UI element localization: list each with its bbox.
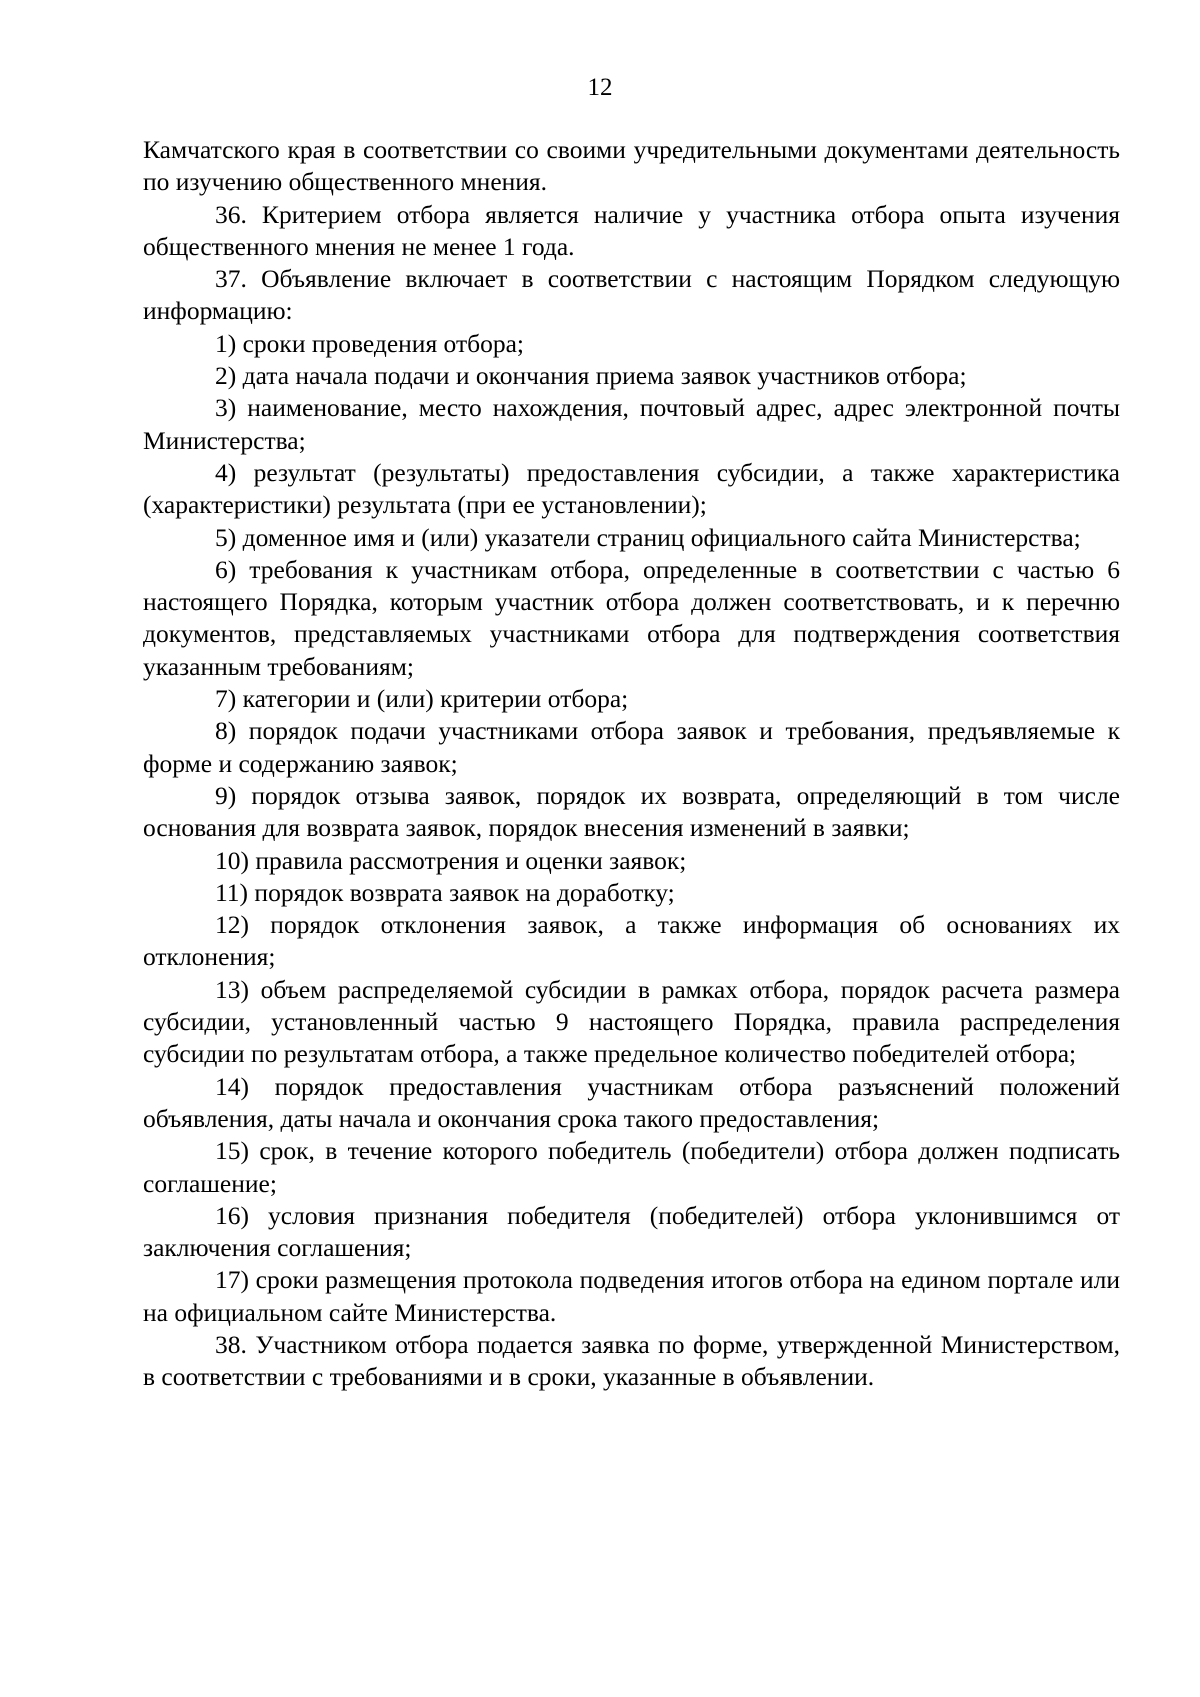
list-item-11: 11) порядок возврата заявок на доработку; <box>215 877 675 907</box>
paragraph-38: 38. Участником отбора подается заявка по форме, утвержденной Министерством, в соответствии с требованиями и в сроки, указанные в объявлении. <box>143 1329 1120 1392</box>
list-item-9: 9) порядок отзыва заявок, порядок их возврата, определяющий в том числе основания для возврата заявок, порядок внесения изменений в заявки; <box>143 780 1120 843</box>
list-item-13: 13) объем распределяемой субсидии в рамках отбора, порядок расчета размера субсидии, установленный частью 9 настоящего Порядка, правила распределения субсидии по результатам отбора, а также предельное количество победителей отбора; <box>143 974 1120 1069</box>
list-item-14: 14) порядок предоставления участникам отбора разъяснений положений объявления, даты начала и окончания срока такого предоставления; <box>143 1071 1120 1133</box>
list-item-1: 1) сроки проведения отбора; <box>215 328 524 358</box>
list-item-7: 7) категории и (или) критерии отбора; <box>215 684 629 714</box>
list-item-15: 15) срок, в течение которого победитель (победители) отбора должен подписать соглашение; <box>143 1136 1120 1198</box>
list-item-6: 6) требования к участникам отбора, определенные в соответствии с частью 6 настоящего Порядка, которым участник отбора должен соответствовать, и к перечню документов, представляемых участниками отбора для подтверждения соответствия указанным требованиям; <box>143 554 1120 681</box>
list-item-8: 8) порядок подачи участниками отбора заявок и требования, предъявляемые к форме и содержанию заявок; <box>143 716 1120 778</box>
page-number: 12 <box>587 74 613 101</box>
list-item-17: 17) сроки размещения протокола подведения итогов отбора на едином портале или на официальном сайте Министерства. <box>143 1265 1120 1327</box>
paragraph-37: 37. Объявление включает в соответствии с настоящим Порядком следующую информацию: <box>143 264 1120 326</box>
paragraph-continuation: Камчатского края в соответствии со своими учредительными документами деятельность по изучению общественного мнения. <box>143 135 1120 197</box>
list-item-16: 16) условия признания победителя (победителей) отбора уклонившимся от заключения соглашения; <box>143 1200 1120 1263</box>
list-item-12: 12) порядок отклонения заявок, а также информация об основаниях их отклонения; <box>143 910 1120 972</box>
list-item-4: 4) результат (результаты) предоставления субсидии, а также характеристика (характеристики) результата (при ее установлении); <box>143 457 1120 520</box>
list-item-3: 3) наименование, место нахождения, почтовый адрес, адрес электронной почты Министерства; <box>143 393 1120 455</box>
list-item-10: 10) правила рассмотрения и оценки заявок; <box>215 845 687 875</box>
paragraph-36: 36. Критерием отбора является наличие у участника отбора опыта изучения общественного мнения не менее 1 года. <box>143 199 1120 261</box>
list-item-2: 2) дата начала подачи и окончания приема заявок участников отбора; <box>215 361 967 391</box>
list-item-5: 5) доменное имя и (или) указатели страниц официального сайта Министерства; <box>215 522 1081 552</box>
document-body <box>143 134 1120 1394</box>
